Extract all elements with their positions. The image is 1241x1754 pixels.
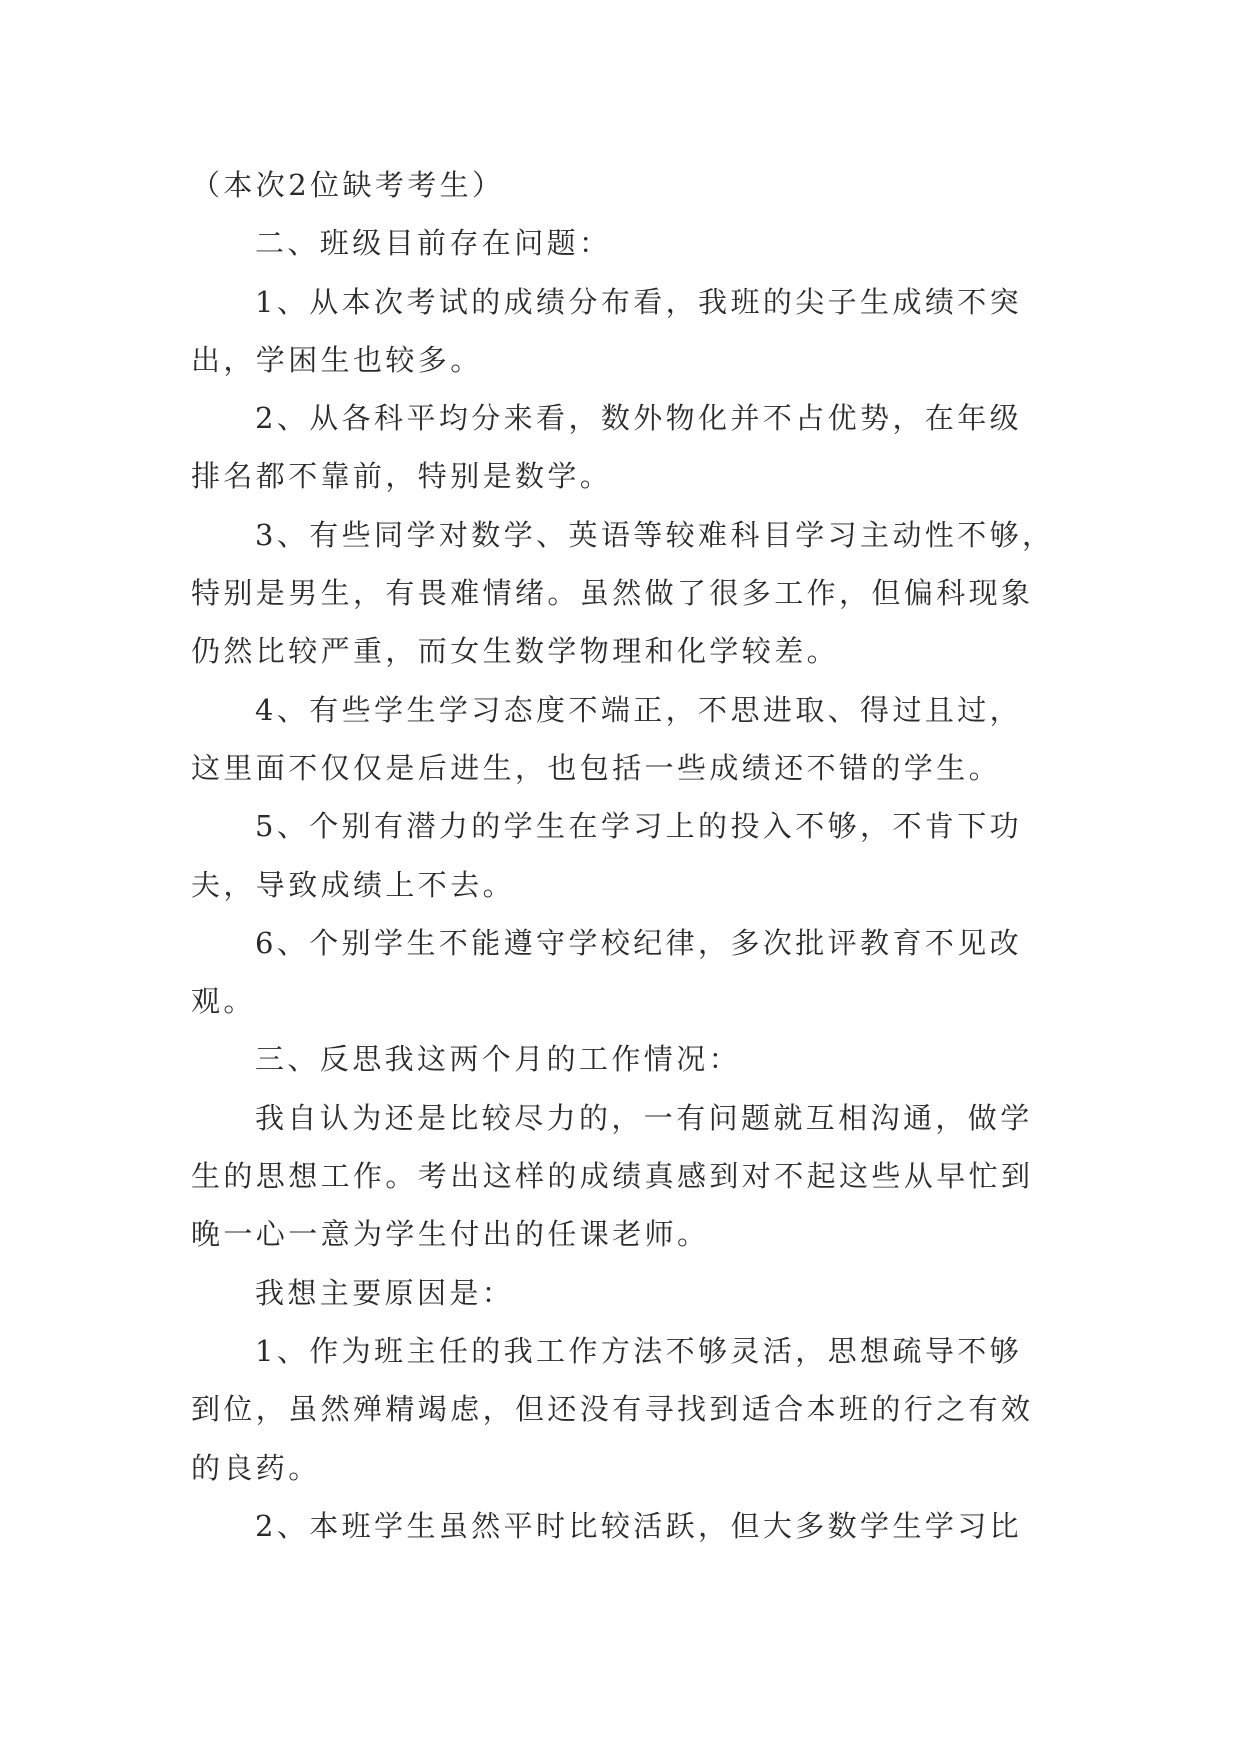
text-line: 1、从本次考试的成绩分布看，我班的尖子生成绩不突 — [255, 284, 1023, 319]
section-heading-class-problems: 二、班级目前存在问题： — [255, 226, 612, 261]
text-line: 排名都不靠前，特别是数学。 — [191, 459, 613, 494]
text-line: 晚一心一意为学生付出的任课老师。 — [191, 1217, 710, 1252]
text-line: 2、本班学生虽然平时比较活跃，但大多数学生学习比 — [255, 1508, 1023, 1543]
text-line: 的良药。 — [191, 1450, 321, 1485]
text-line: 这里面不仅仅是后进生，也包括一些成绩还不错的学生。 — [191, 750, 1002, 785]
text-line: 特别是男生，有畏难情绪。虽然做了很多工作，但偏科现象 — [191, 576, 1034, 611]
text-line: 4、有些学生学习态度不端正，不思进取、得过且过， — [255, 692, 1023, 727]
text-line: 到位，虽然殚精竭虑，但还没有寻找到适合本班的行之有效 — [191, 1392, 1034, 1427]
text-line: 3、有些同学对数学、英语等较难科目学习主动性不够， — [255, 517, 1055, 552]
text-line: 夫，导致成绩上不去。 — [191, 867, 516, 902]
text-line: 仍然比较严重，而女生数学物理和化学较差。 — [191, 634, 840, 669]
text-line: 6、个别学生不能遵守学校纪律，多次批评教育不见改 — [255, 925, 1023, 960]
section-heading-reflection: 三、反思我这两个月的工作情况： — [255, 1042, 742, 1077]
text-line: 出，学困生也较多。 — [191, 342, 483, 377]
text-line: 2、从各科平均分来看，数外物化并不占优势，在年级 — [255, 401, 1023, 436]
text-line-absent-students: （本次2位缺考考生） — [191, 168, 505, 202]
text-line-main-reasons: 我想主要原因是： — [255, 1275, 515, 1310]
text-line: 5、个别有潜力的学生在学习上的投入不够，不肯下功 — [255, 809, 1023, 844]
text-line: 观。 — [191, 984, 256, 1019]
document-body — [191, 156, 1055, 1555]
text-line: 我自认为还是比较尽力的，一有问题就互相沟通，做学 — [255, 1100, 1033, 1135]
text-line: 1、作为班主任的我工作方法不够灵活，思想疏导不够 — [255, 1333, 1023, 1368]
text-line: 生的思想工作。考出这样的成绩真感到对不起这些从早忙到 — [191, 1159, 1034, 1194]
